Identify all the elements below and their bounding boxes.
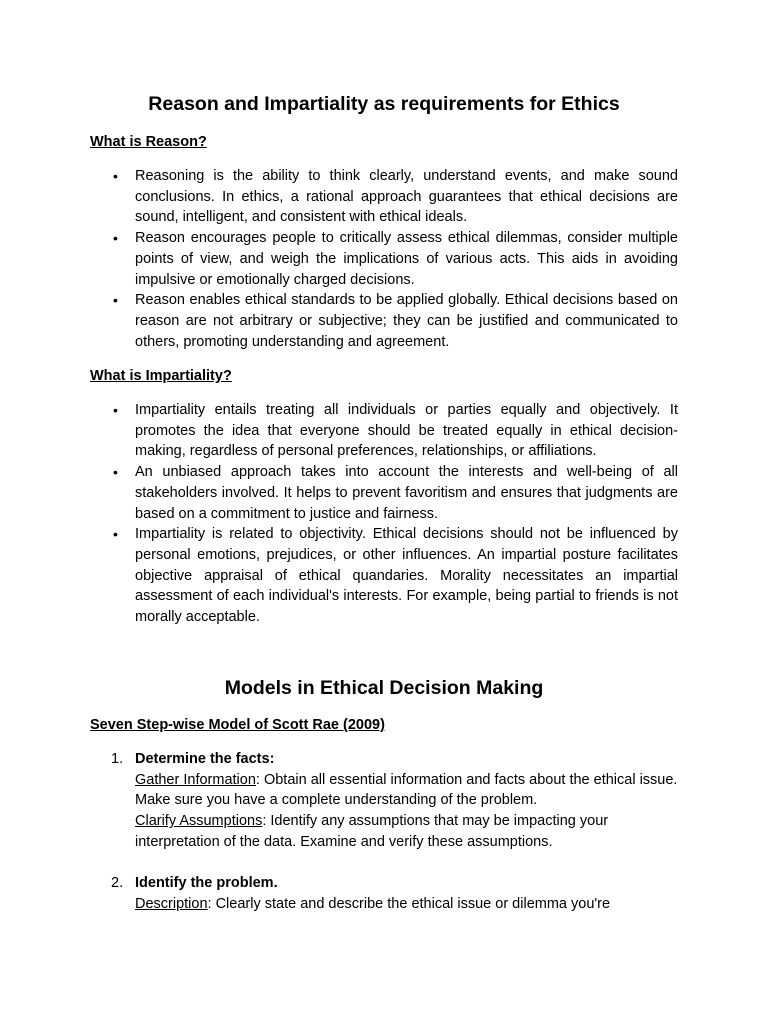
bullet-text: Reason encourages people to critically assess ethical dilemmas, consider multiple points of view, and weigh the implications of various acts. This aids in avoiding impulsive or emotionally charged decisions.: [135, 230, 678, 288]
list-item: [90, 462, 678, 524]
bullet-text: Reasoning is the ability to think clearly, understand events, and make sound conclusions. In ethics, a rational approach guarantees that ethical decisions are sound, intelligent, and consistent with ethical ideals.: [135, 168, 678, 226]
list-item: [90, 166, 678, 228]
reason-heading: What is Reason?: [90, 134, 207, 150]
bullet-icon: •: [113, 230, 118, 247]
step-subitem-text: : Clearly state and describe the ethical issue or dilemma you're: [207, 895, 611, 912]
bullet-icon: •: [113, 402, 118, 418]
bullet-text: Reason enables ethical standards to be applied globally. Ethical decisions based on reason are not arbitrary or subjective; they can be justified and communicated to others, promoting understanding and agreement.: [135, 292, 678, 350]
step-title: Identify the problem.: [135, 875, 278, 892]
step-item: [90, 873, 678, 914]
step-number: 1.: [111, 751, 124, 767]
list-item: [90, 228, 678, 290]
impartiality-bullet-list: [90, 400, 678, 628]
impartiality-heading: What is Impartiality?: [90, 368, 232, 384]
page-title: Reason and Impartiality as requirements for Ethics: [148, 93, 620, 115]
step-subitem-text: : Obtain all essential information and facts about the ethical issue. Make sure you have a complete understanding of the problem.: [135, 771, 678, 809]
bullet-icon: •: [113, 292, 118, 309]
step-subitem-label: Description: [135, 895, 208, 912]
step-subitem-text: : Identify any assumptions that may be impacting your interpretation of the data. Examine and verify these assumptions.: [135, 813, 609, 850]
models-title: Models in Ethical Decision Making: [224, 677, 544, 699]
bullet-icon: •: [113, 526, 118, 543]
step-number: 2.: [111, 875, 124, 892]
step-item: [90, 749, 678, 853]
list-item: [90, 524, 678, 628]
rae-steps-list: [90, 749, 678, 915]
list-item: [90, 400, 678, 462]
bullet-icon: •: [113, 168, 118, 184]
bullet-text: Impartiality entails treating all individuals or parties equally and objectively. It promotes the idea that everyone should be treated equally in ethical decision-making, regardless of personal preferences, relationships, or affiliations.: [135, 402, 678, 460]
step-subitem-label: Clarify Assumptions: [135, 813, 263, 830]
bullet-icon: •: [113, 464, 118, 481]
bullet-text: An unbiased approach takes into account the interests and well-being of all stakeholders involved. It helps to prevent favoritism and ensures that judgments are based on a commitment to justice and fairness.: [135, 464, 678, 522]
step-subitem-label: Gather Information: [135, 771, 256, 788]
reason-bullet-list: [90, 166, 678, 352]
bullet-text: Impartiality is related to objectivity. Ethical decisions should not be influenced by personal emotions, prejudices, or other influences. An impartial posture facilitates objective appraisal of ethical quandaries. Morality necessitates an impartial assessment of each individual's interests. For example, being partial to friends is not morally acceptable.: [135, 526, 678, 626]
list-item: [90, 290, 678, 352]
rae-model-heading: Seven Step-wise Model of Scott Rae (2009): [90, 717, 385, 733]
step-title: Determine the facts:: [135, 751, 275, 767]
